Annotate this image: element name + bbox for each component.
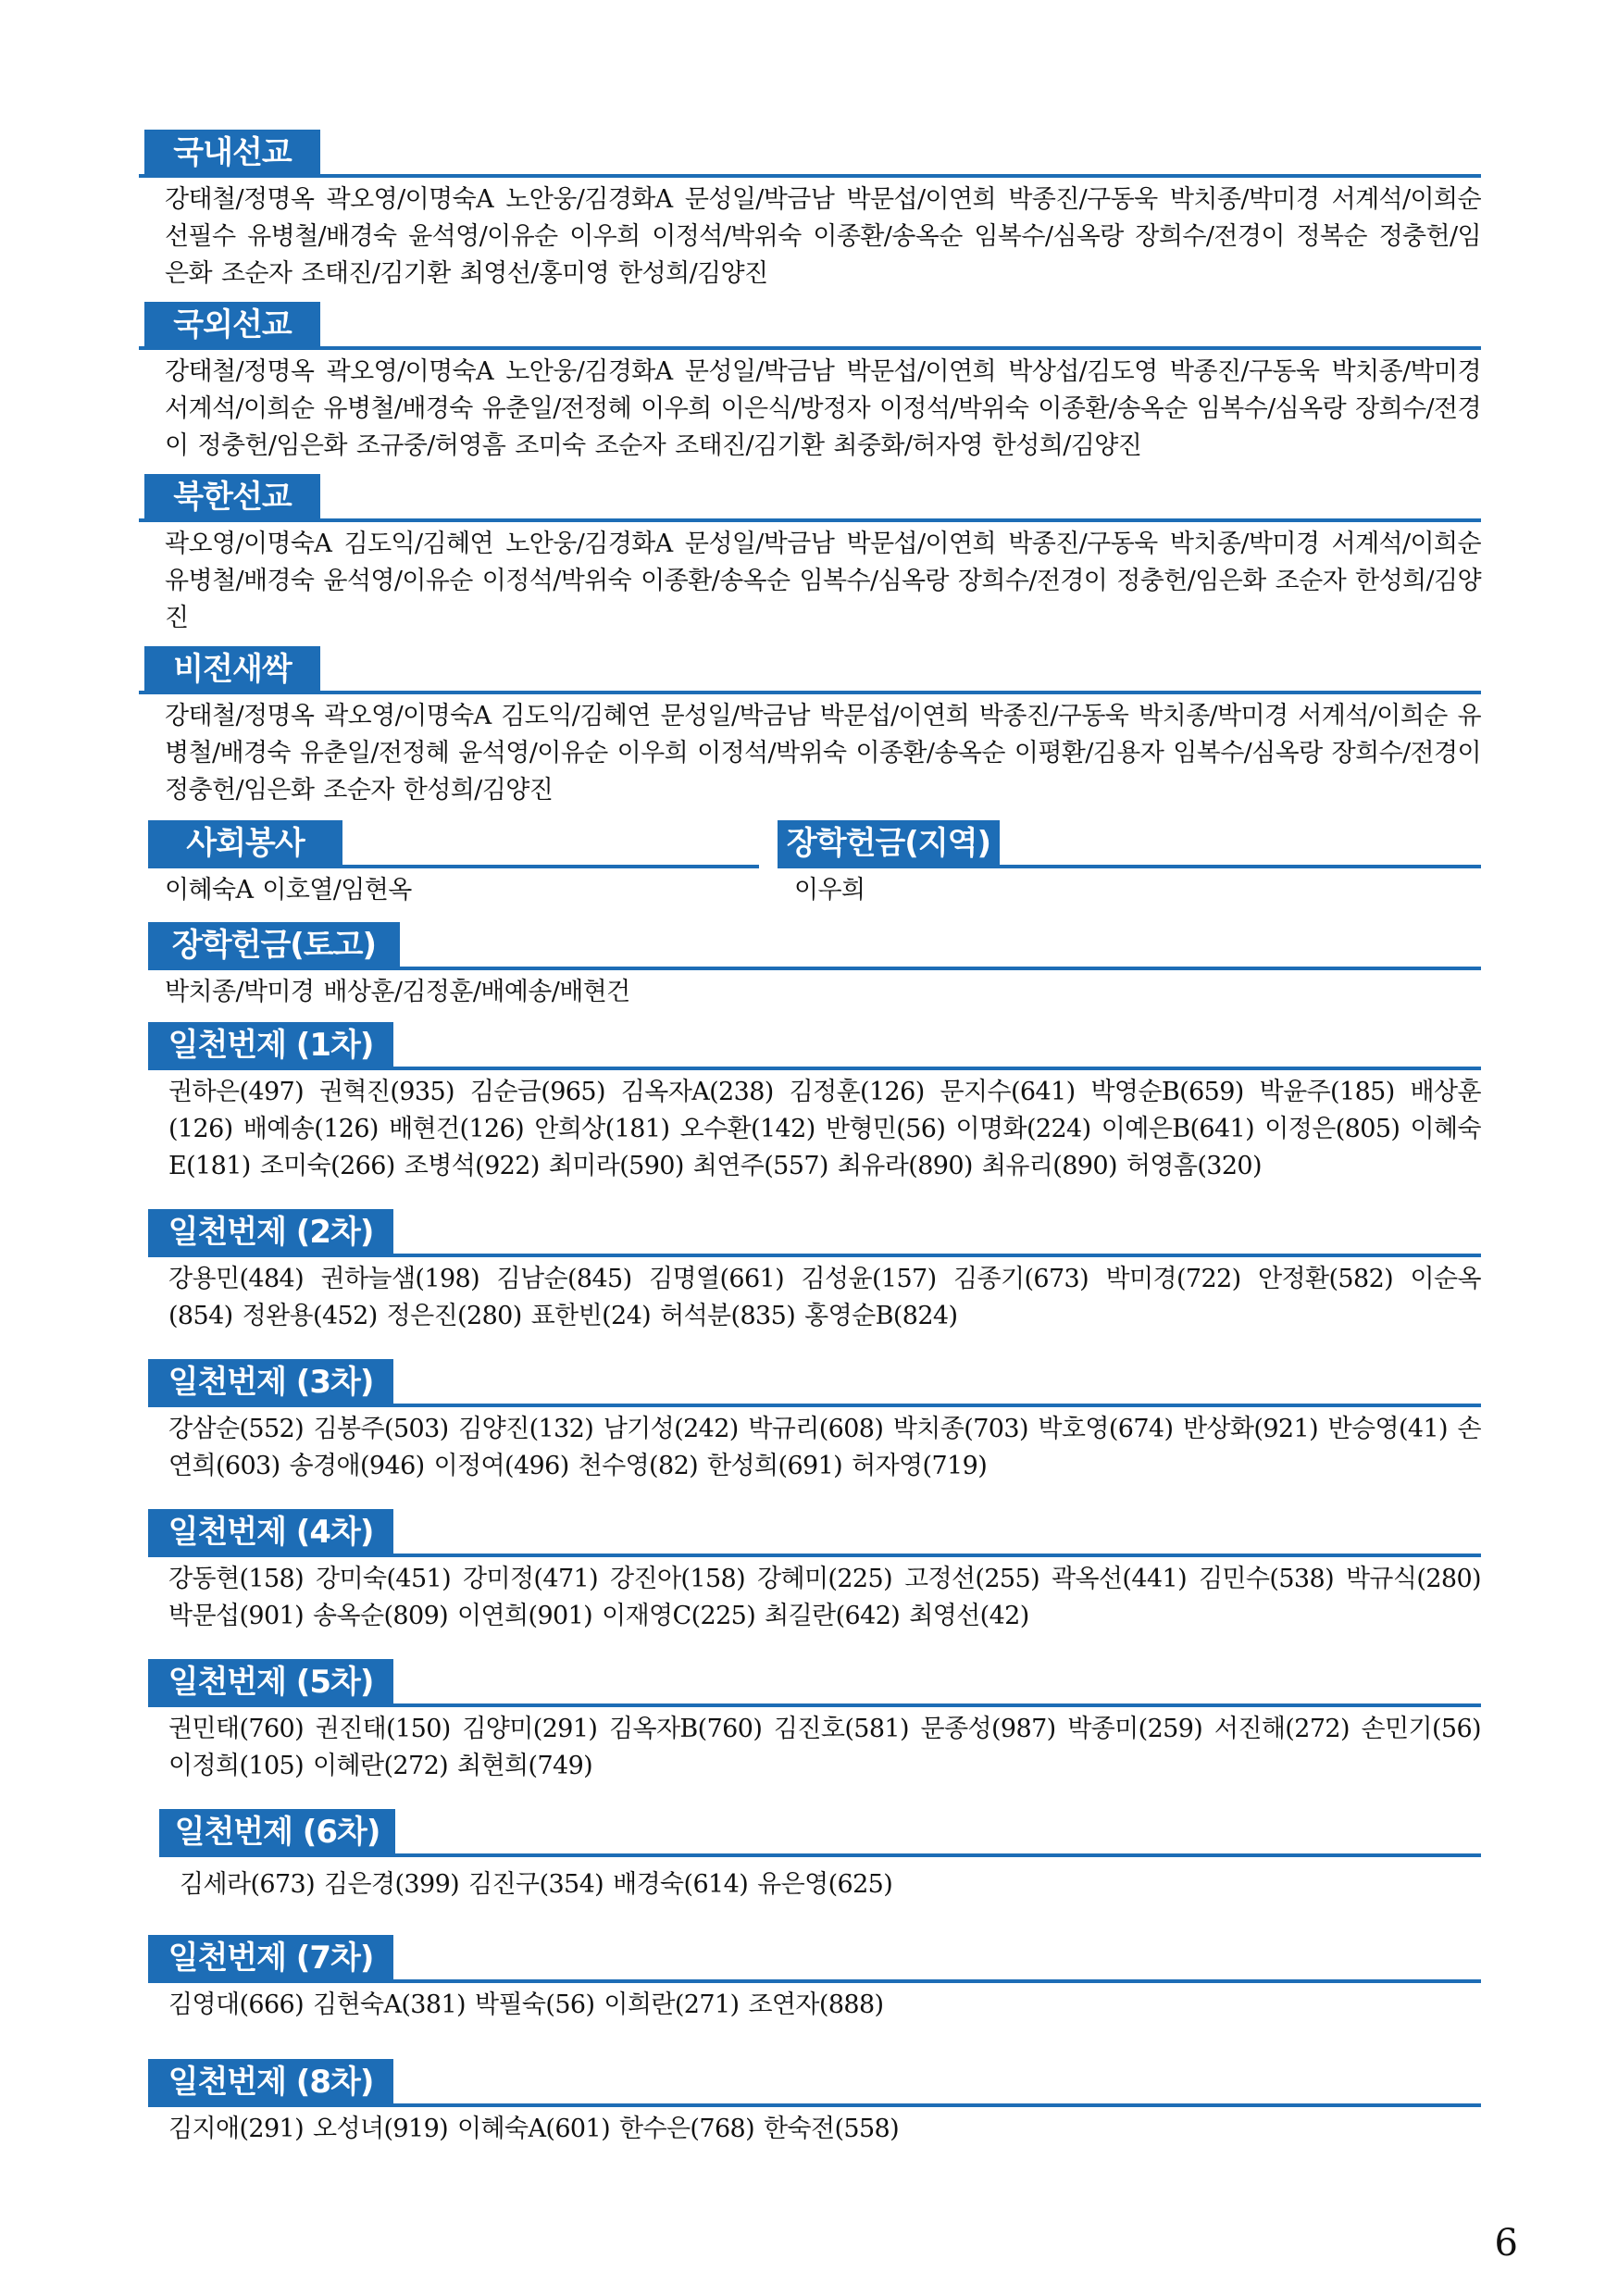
section-title: 북한선교 — [144, 474, 320, 520]
header-rule — [148, 1067, 1481, 1070]
page-number: 6 — [1494, 2222, 1518, 2265]
section-header — [148, 820, 759, 870]
section-body: 강동현(158) 강미숙(451) 강미정(471) 강진아(158) 강혜미(225) 고정선(255) 곽옥선(441) 김민수(538) 박규식(280) 박문섭(901) 송옥순(809) 이연희(901) 이재영C(225) 최길란(642) 최영선(42) — [168, 1565, 1481, 1630]
section-header — [159, 1809, 1481, 1859]
section-title: 일천번제 (6차) — [159, 1809, 395, 1855]
section-header — [778, 820, 1481, 870]
section-ilcheon-2 — [148, 1209, 1481, 1335]
section-title: 국외선교 — [144, 302, 320, 348]
section-title: 일천번제 (4차) — [148, 1509, 393, 1555]
header-rule — [148, 1254, 1481, 1257]
section-header — [148, 922, 1481, 972]
section-title: 일천번제 (2차) — [148, 1209, 393, 1255]
header-rule — [148, 1703, 1481, 1707]
section-title: 일천번제 (7차) — [148, 1935, 393, 1981]
section-ilcheon-7 — [148, 1935, 1481, 2024]
section-vision — [139, 646, 1481, 809]
section-body: 이우희 — [794, 876, 865, 905]
section-header — [148, 1935, 1481, 1985]
section-header — [139, 302, 1481, 352]
section-ilcheon-5 — [148, 1659, 1481, 1785]
section-body: 김세라(673) 김은경(399) 김진구(354) 배경숙(614) 유은영(625) — [180, 1870, 893, 1899]
section-northkorea — [139, 474, 1481, 637]
section-domestic — [139, 130, 1481, 293]
section-title: 비전새싹 — [144, 646, 320, 693]
header-rule — [148, 967, 1481, 970]
section-title: 일천번제 (1차) — [148, 1022, 393, 1068]
header-rule — [139, 691, 1481, 694]
header-rule — [778, 865, 1481, 868]
header-rule — [159, 1853, 1481, 1857]
header-rule — [139, 518, 1481, 522]
section-body: 강태철/정명옥 곽오영/이명숙A 김도익/김혜연 문성일/박금남 박문섭/이연희 박종진/구동욱 박치종/박미경 서계석/이희순 유병철/배경숙 유춘일/전정혜 윤석영/이유순 이우희 이정석/박위숙 이종환/송옥순 이평환/김용자 임복수/심옥랑 장희수/전경이 정충헌/임은화 조순자 한성희/김양진 — [165, 702, 1481, 805]
section-header — [148, 1659, 1481, 1709]
section-body: 권민태(760) 권진태(150) 김양미(291) 김옥자B(760) 김진호(581) 문종성(987) 박종미(259) 서진해(272) 손민기(56) 이정희(105) 이혜란(272) 최현희(749) — [168, 1715, 1481, 1780]
section-scholarship-togo — [148, 922, 1481, 1011]
header-rule — [139, 346, 1481, 350]
section-body: 강삼순(552) 김봉주(503) 김양진(132) 남기성(242) 박규리(608) 박치종(703) 박호영(674) 반상화(921) 반승영(41) 손연희(603) 송경애(946) 이정여(496) 천수영(82) 한성희(691) 허자영(719) — [168, 1415, 1481, 1480]
section-title: 사회봉사 — [148, 820, 342, 867]
header-rule — [148, 1554, 1481, 1557]
section-title: 일천번제 (8차) — [148, 2059, 393, 2105]
section-body: 강태철/정명옥 곽오영/이명숙A 노안웅/김경화A 문성일/박금남 박문섭/이연희 박종진/구동욱 박치종/박미경 서계석/이희순 선필수 유병철/배경숙 윤석영/이유순 이우희 이정석/박위숙 이종환/송옥순 임복수/심옥랑 장희수/전경이 정복순 정충헌/임은화 조순자 조태진/김기환 최영선/홍미영 한성희/김양진 — [165, 185, 1481, 288]
section-overseas — [139, 302, 1481, 465]
header-rule — [148, 1404, 1481, 1407]
section-ilcheon-8 — [148, 2059, 1481, 2148]
section-body: 강태철/정명옥 곽오영/이명숙A 노안웅/김경화A 문성일/박금남 박문섭/이연희 박상섭/김도영 박종진/구동욱 박치종/박미경 서계석/이희순 유병철/배경숙 유춘일/전정혜 이우희 이은식/방정자 이정석/박위숙 이종환/송옥순 임복수/심옥랑 장희수/전경이 정충헌/임은화 조규중/허영흠 조미숙 조순자 조태진/김기환 최중화/허자영 한성희/김양진 — [165, 357, 1481, 460]
section-body: 권하은(497) 권혁진(935) 김순금(965) 김옥자A(238) 김정훈(126) 문지수(641) 박영순B(659) 박윤주(185) 배상훈(126) 배예송(126) 배현건(126) 안희상(181) 오수환(142) 반형민(56) 이명화(224) 이예은B(641) 이정은(805) 이혜숙E(181) 조미숙(266) 조병석(922) 최미라(590) 최연주(557) 최유라(890) 최유리(890) 허영흠(320) — [168, 1078, 1481, 1180]
header-rule — [148, 865, 759, 868]
section-header — [139, 646, 1481, 696]
section-header — [148, 1359, 1481, 1409]
section-body: 김지애(291) 오성녀(919) 이혜숙A(601) 한수은(768) 한숙전(558) — [168, 2115, 900, 2143]
section-title: 일천번제 (3차) — [148, 1359, 393, 1405]
header-rule — [148, 1979, 1481, 1983]
section-social — [148, 820, 759, 909]
section-header — [139, 130, 1481, 180]
section-title: 일천번제 (5차) — [148, 1659, 393, 1705]
section-scholarship-region — [778, 820, 1481, 909]
section-header — [148, 1509, 1481, 1559]
section-ilcheon-1 — [148, 1022, 1481, 1185]
section-header — [148, 1209, 1481, 1259]
section-body: 강용민(484) 권하늘샘(198) 김남순(845) 김명열(661) 김성윤(157) 김종기(673) 박미경(722) 안정환(582) 이순옥(854) 정완용(452) 정은진(280) 표한빈(24) 허석분(835) 홍영순B(824) — [168, 1265, 1481, 1330]
header-rule — [139, 174, 1481, 178]
section-body: 김영대(666) 김현숙A(381) 박필숙(56) 이희란(271) 조연자(888) — [168, 1990, 884, 2019]
section-title: 국내선교 — [144, 130, 320, 176]
section-header — [139, 474, 1481, 524]
section-ilcheon-4 — [148, 1509, 1481, 1635]
section-ilcheon-6 — [159, 1809, 1481, 1903]
section-body: 박치종/박미경 배상훈/김정훈/배예송/배현건 — [165, 978, 630, 1006]
section-header — [148, 2059, 1481, 2109]
section-body: 곽오영/이명숙A 김도익/김혜연 노안웅/김경화A 문성일/박금남 박문섭/이연희 박종진/구동욱 박치종/박미경 서계석/이희순 유병철/배경숙 윤석영/이유순 이정석/박위숙 이종환/송옥순 임복수/심옥랑 장희수/전경이 정충헌/임은화 조순자 한성희/김양진 — [165, 530, 1481, 632]
section-header — [148, 1022, 1481, 1072]
section-title: 장학헌금(토고) — [148, 922, 400, 968]
section-ilcheon-3 — [148, 1359, 1481, 1485]
section-body: 이혜숙A 이호열/임현옥 — [165, 876, 412, 905]
header-rule — [148, 2103, 1481, 2107]
section-title: 장학헌금(지역) — [778, 820, 1000, 867]
